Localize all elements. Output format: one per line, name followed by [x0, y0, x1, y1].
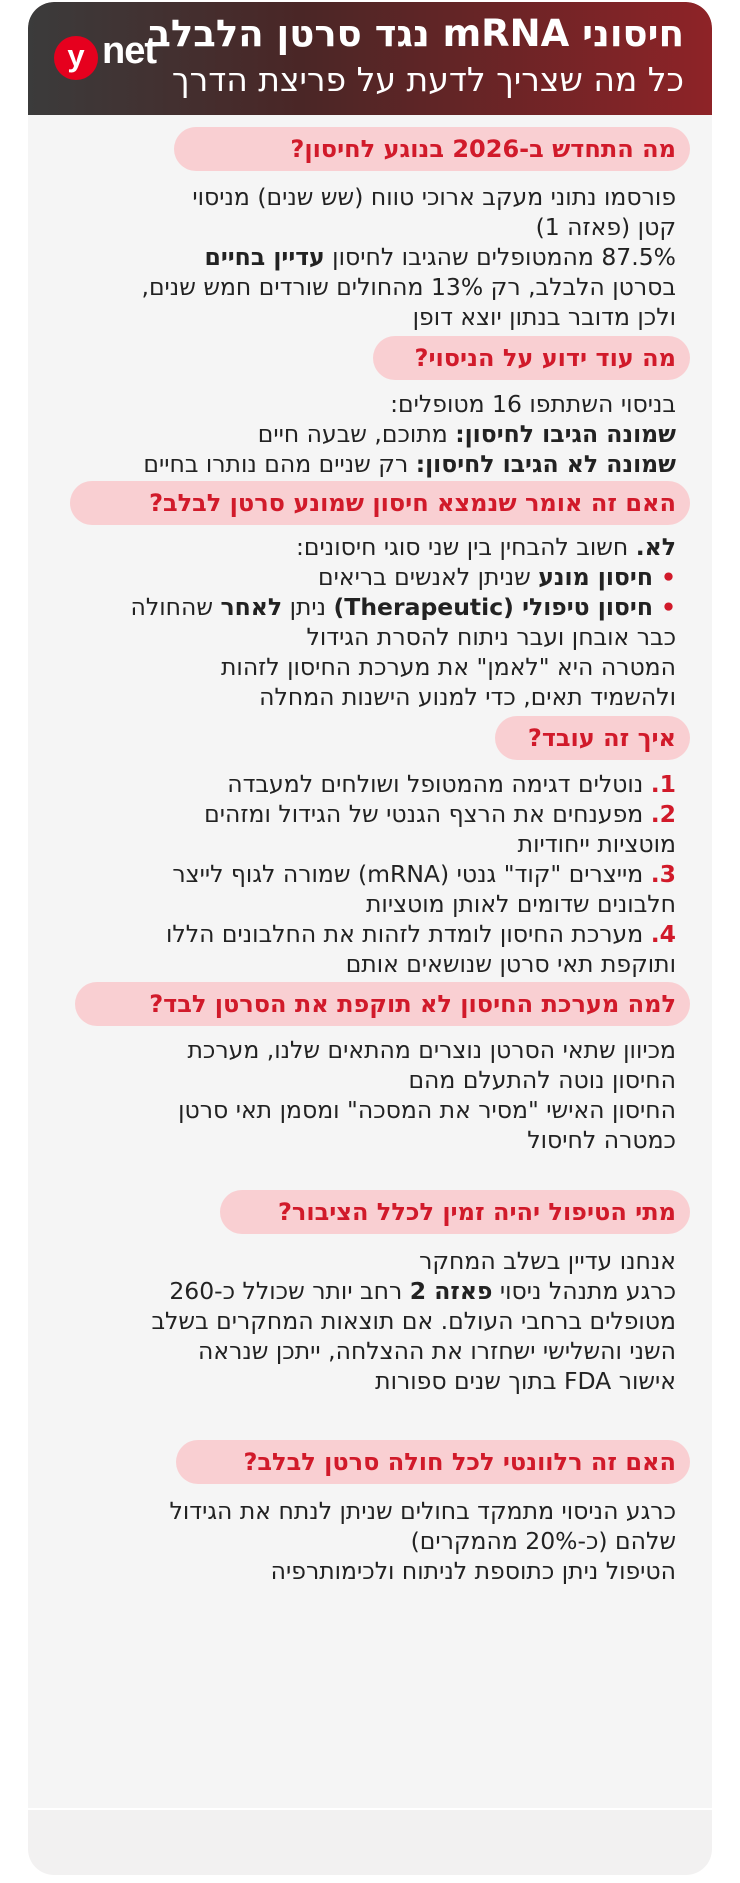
- text-line: בסרטן הלבלב, רק 13% מהחולים שורדים חמש שנים,: [141, 273, 676, 301]
- question-pill: מה התחדש ב-2026 בנוגע לחיסון?: [174, 127, 690, 171]
- text-line: שמונה הגיבו לחיסון: מתוכם, שבעה חיים: [257, 420, 676, 448]
- text-line: שמונה לא הגיבו לחיסון: רק שניים מהם נותרו בחיים: [143, 450, 676, 478]
- text-line: חלבונים שדומים לאותן מוטציות: [365, 890, 676, 918]
- ynet-logo-y: y: [54, 36, 98, 80]
- bullet-line: •חיסון טיפולי (Therapeutic) ניתן לאחר שהחולה: [130, 593, 676, 621]
- bullet-icon: •: [660, 593, 676, 621]
- text-line: החיסון נוטה להתעלם מהם: [408, 1066, 676, 1094]
- infographic-card: [28, 2, 712, 1875]
- text-line: כמטרה לחיסול: [527, 1126, 676, 1154]
- header-title: חיסוני mRNA נגד סרטן הלבלב: [148, 12, 684, 55]
- header-subtitle: כל מה שצריך לדעת על פריצת הדרך: [171, 60, 684, 99]
- question-pill: האם זה רלוונטי לכל חולה סרטן לבלב?: [176, 1440, 690, 1484]
- text-line: אישור FDA בתוך שנים ספורות: [375, 1367, 676, 1395]
- numbered-line: 3. מייצרים "קוד" גנטי (mRNA) שמורה לגוף לייצר: [172, 860, 676, 888]
- text-line: לא. חשוב להבחין בין שני סוגי חיסונים:: [296, 533, 676, 561]
- text-line: ולהשמיד תאים, כדי למנוע הישנות המחלה: [259, 683, 676, 711]
- numbered-line: 4. מערכת החיסון לומדת לזהות את החלבונים הללו: [165, 920, 676, 948]
- footer-divider: [28, 1808, 712, 1810]
- bullet-line: •חיסון מונע שניתן לאנשים בריאים: [318, 563, 676, 591]
- text-line: פורסמו נתוני מעקב ארוכי טווח (שש שנים) מניסוי: [192, 183, 676, 211]
- text-line: החיסון האישי "מסיר את המסכה" ומסמן תאי סרטן: [178, 1096, 676, 1124]
- question-pill: איך זה עובד?: [495, 716, 690, 760]
- text-line: המטרה היא "לאמן" את מערכת החיסון לזהות: [220, 653, 676, 681]
- text-line: ולכן מדובר בנתון יוצא דופן: [412, 303, 676, 331]
- text-line: כבר אובחן ועבר ניתוח להסרת הגידול: [306, 623, 676, 651]
- numbered-line: 1. נוטלים דגימה מהמטופל ושולחים למעבדה: [227, 770, 676, 798]
- text-line: מוטציות ייחודיות: [517, 830, 676, 858]
- text-line: 87.5% מהמטופלים שהגיבו לחיסון עדיין בחיים: [204, 243, 676, 271]
- bullet-icon: •: [660, 563, 676, 591]
- question-pill: למה מערכת החיסון לא תוקפת את הסרטן לבד?: [75, 982, 690, 1026]
- text-line: השני והשלישי ישחזרו את ההצלחה, ייתכן שנראה: [198, 1337, 676, 1365]
- header-banner: [28, 2, 712, 115]
- ynet-logo-net: net: [102, 30, 156, 72]
- ynet-logo[interactable]: [54, 30, 172, 80]
- text-line: בניסוי השתתפו 16 מטופלים:: [390, 390, 676, 418]
- question-pill: האם זה אומר שנמצא חיסון שמונע סרטן לבלב?: [70, 481, 690, 525]
- text-line: ותוקפת תאי סרטן שנושאים אותם: [345, 950, 676, 978]
- text-line: מכיוון שתאי הסרטן נוצרים מהתאים שלנו, מערכת: [187, 1036, 676, 1064]
- content-area: [28, 115, 712, 1808]
- question-pill: מה עוד ידוע על הניסוי?: [373, 336, 690, 380]
- text-line: כרגע מתנהל ניסוי פאזה 2 רחב יותר שכולל כ-260: [169, 1277, 676, 1305]
- text-line: מטופלים ברחבי העולם. אם תוצאות המחקרים בשלב: [151, 1307, 676, 1335]
- text-line: כרגע הניסוי מתמקד בחולים שניתן לנתח את הגידול: [169, 1497, 676, 1525]
- numbered-line: 2. מפענחים את הרצף הגנטי של הגידול ומזהים: [204, 800, 676, 828]
- text-line: אנחנו עדיין בשלב המחקר: [419, 1247, 676, 1275]
- text-line: קטן (פאזה 1): [535, 213, 676, 241]
- text-line: שלהם (כ-20% מהמקרים): [410, 1527, 676, 1555]
- question-pill: מתי הטיפול יהיה זמין לכלל הציבור?: [220, 1190, 690, 1234]
- text-line: הטיפול ניתן כתוספת לניתוח ולכימותרפיה: [270, 1557, 676, 1585]
